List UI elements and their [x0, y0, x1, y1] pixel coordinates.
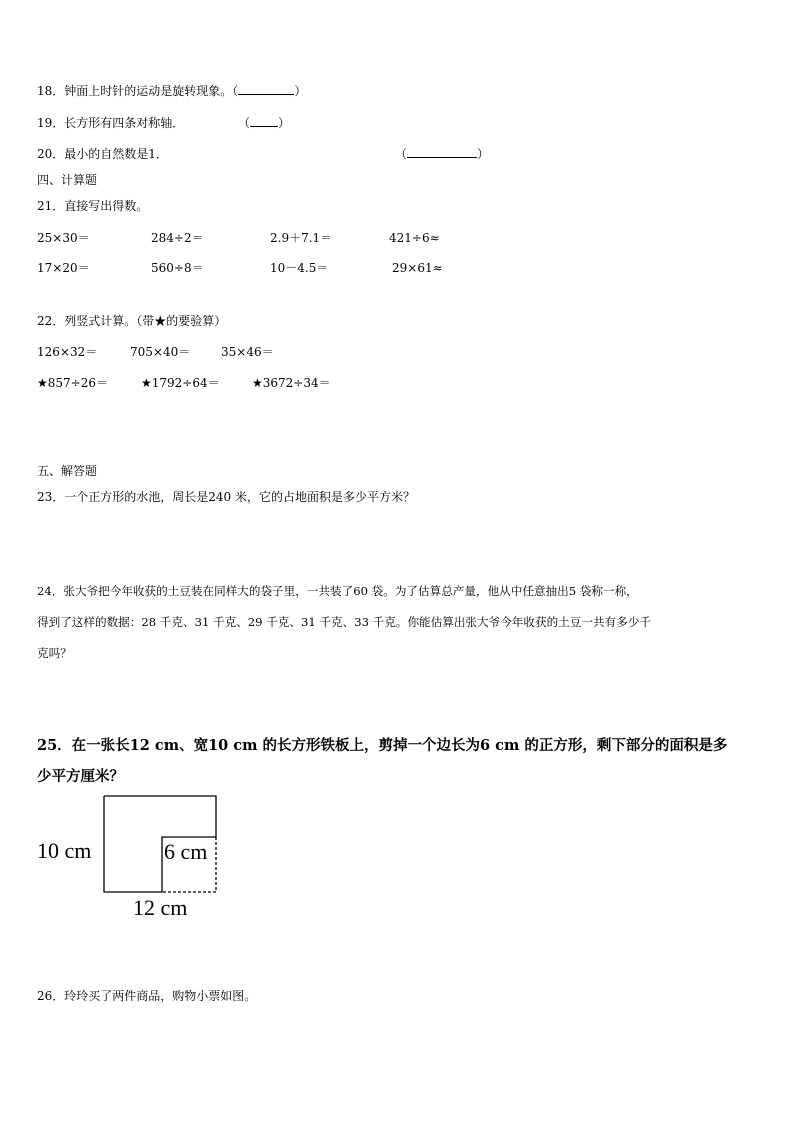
question-25-line-1: 25．在一张长12 cm、宽10 cm 的长方形铁板上，剪掉一个边长为6 cm 的正方形，剩下部分的面积是多	[37, 737, 728, 754]
q21-item: 17×20＝	[37, 261, 90, 275]
square-side-label: 6 cm	[164, 839, 208, 864]
q21-item: 25×30＝	[37, 231, 90, 245]
q22-item: ★1792÷64＝	[141, 376, 220, 390]
width-label: 12 cm	[133, 895, 188, 920]
q21-item: 10－4.5＝	[270, 261, 329, 275]
question-19-answer	[238, 115, 290, 131]
question-23: 23．一个正方形的水池，周长是240 米，它的占地面积是多少平方米？	[37, 490, 415, 504]
question-number: 20．	[37, 147, 65, 161]
question-24-line-3: 克吗？	[37, 646, 72, 660]
answer-blank[interactable]	[407, 146, 477, 158]
q22-item: 705×40＝	[130, 345, 191, 359]
question-26: 26．玲玲买了两件商品，购物小票如图。	[37, 989, 257, 1003]
paren-close: ）	[294, 84, 307, 98]
question-18	[37, 83, 306, 99]
answer-blank[interactable]	[238, 83, 294, 95]
paren-open: （	[238, 116, 251, 130]
section-heading-calculation: 四、计算题	[37, 173, 98, 187]
question-text: 最小的自然数是1．	[64, 147, 168, 161]
question-20-answer	[395, 146, 489, 162]
q22-item: ★3672÷34＝	[252, 376, 331, 390]
question-25-line-2: 少平方厘米？	[37, 768, 124, 785]
q21-item: 560÷8＝	[151, 261, 204, 275]
question-24-line-1: 24．张大爷把今年收获的土豆装在同样大的袋子里，一共装了60 袋。为了估算总产量，他从中任意抽出5 袋称一称，	[37, 584, 638, 598]
question-19	[37, 115, 184, 131]
paren-close: ）	[477, 147, 490, 161]
question-number: 19．	[37, 116, 65, 130]
question-number: 18．	[37, 84, 65, 98]
paren-close: ）	[278, 116, 291, 130]
answer-blank[interactable]	[250, 115, 278, 127]
paren-open: （	[232, 84, 239, 98]
question-text: 钟面上时针的运动是旋转现象。	[64, 84, 233, 98]
question-24-line-2: 得到了这样的数据：28 千克、31 千克、29 千克、31 千克、33 千克。你能估算出张大爷今年收获的土豆一共有多少千	[37, 615, 651, 629]
question-text: 长方形有四条对称轴．	[64, 116, 185, 130]
q22-item: 126×32＝	[37, 345, 98, 359]
question-22-stem: 22．列竖式计算。（带★的要验算）	[37, 314, 227, 328]
q21-item: 284÷2＝	[151, 231, 204, 245]
question-20	[37, 146, 168, 162]
paren-open: （	[395, 147, 408, 161]
q22-item: 35×46＝	[221, 345, 274, 359]
q21-item: 2.9＋7.1＝	[270, 231, 333, 245]
q22-item: ★857÷26＝	[37, 376, 108, 390]
q21-item: 29×61≈	[392, 261, 443, 275]
q21-item: 421÷6≈	[389, 231, 440, 245]
question-21-stem: 21．直接写出得数。	[37, 199, 149, 213]
height-label: 10 cm	[37, 838, 92, 863]
section-heading-word-problems: 五、解答题	[37, 464, 98, 478]
